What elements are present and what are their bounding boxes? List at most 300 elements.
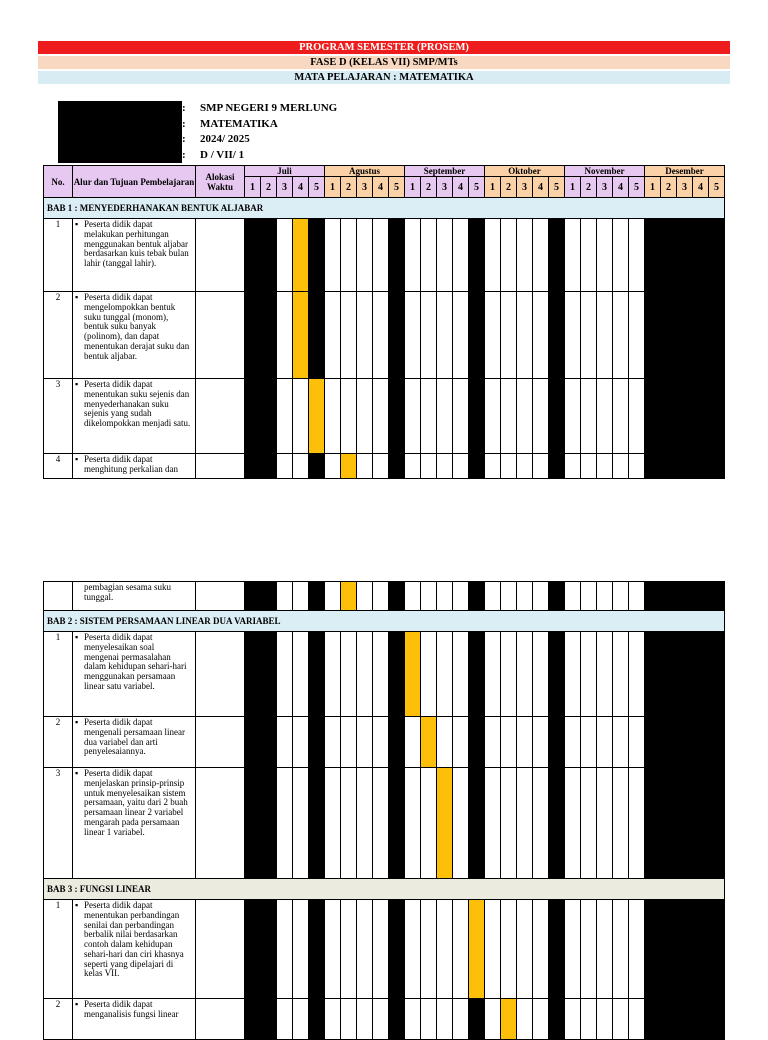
week-cell	[629, 379, 645, 454]
week-cell	[597, 632, 613, 717]
week-cell	[373, 768, 389, 879]
blocked-week-cell	[693, 292, 709, 379]
info-value: D / VII/ 1	[200, 148, 245, 161]
blocked-week-cell	[549, 582, 565, 611]
blocked-week-cell	[389, 379, 405, 454]
row-number	[44, 582, 73, 611]
bullet-icon: ▪	[75, 900, 79, 910]
week-cell	[453, 379, 469, 454]
week-cell	[357, 632, 373, 717]
week-cell	[437, 379, 453, 454]
week-cell	[485, 900, 501, 999]
learning-objective	[73, 379, 196, 454]
objective-text: Peserta didik dapat mengenali persamaan linear dua variabel dan arti penyelesaiannya.	[84, 717, 185, 757]
scheduled-week-cell	[405, 632, 421, 717]
blocked-week-cell	[469, 717, 485, 768]
blocked-week-cell	[549, 717, 565, 768]
blocked-week-cell	[469, 219, 485, 292]
week-cell	[613, 768, 629, 879]
week-number: 2	[501, 177, 517, 198]
blocked-week-cell	[549, 292, 565, 379]
learning-objective	[73, 454, 196, 479]
week-cell	[581, 632, 597, 717]
week-cell	[277, 292, 293, 379]
chapter-row	[44, 611, 725, 632]
row-number: 3	[44, 379, 73, 454]
week-cell	[421, 454, 437, 479]
week-cell	[453, 900, 469, 999]
week-cell	[517, 219, 533, 292]
info-label: Fase/Kelas/Semester	[58, 148, 182, 164]
week-cell	[437, 900, 453, 999]
week-cell	[453, 292, 469, 379]
week-cell	[325, 717, 341, 768]
week-cell	[437, 999, 453, 1040]
learning-objective	[73, 999, 196, 1040]
week-number: 1	[325, 177, 341, 198]
alokasi-waktu-cell	[196, 379, 245, 454]
table-row	[44, 292, 725, 379]
alokasi-waktu-cell	[196, 768, 245, 879]
week-cell	[629, 632, 645, 717]
week-cell	[565, 219, 581, 292]
week-number: 2	[421, 177, 437, 198]
week-cell	[517, 632, 533, 717]
week-cell	[277, 768, 293, 879]
week-cell	[485, 999, 501, 1040]
week-cell	[597, 454, 613, 479]
week-cell	[581, 219, 597, 292]
blocked-week-cell	[245, 219, 261, 292]
week-cell	[533, 582, 549, 611]
week-cell	[517, 768, 533, 879]
week-cell	[277, 632, 293, 717]
week-cell	[277, 900, 293, 999]
week-cell	[501, 292, 517, 379]
blocked-week-cell	[309, 632, 325, 717]
week-cell	[405, 454, 421, 479]
week-cell	[453, 768, 469, 879]
week-cell	[437, 582, 453, 611]
info-colon: :	[182, 117, 186, 130]
blocked-week-cell	[245, 717, 261, 768]
week-cell	[629, 900, 645, 999]
week-cell	[597, 582, 613, 611]
week-cell	[277, 454, 293, 479]
week-cell	[325, 900, 341, 999]
week-cell	[405, 582, 421, 611]
blocked-week-cell	[469, 292, 485, 379]
week-cell	[533, 454, 549, 479]
week-cell	[581, 582, 597, 611]
blocked-week-cell	[245, 632, 261, 717]
week-cell	[533, 999, 549, 1040]
week-cell	[277, 999, 293, 1040]
week-cell	[325, 454, 341, 479]
week-cell	[565, 999, 581, 1040]
info-value: SMP NEGERI 9 MERLUNG	[200, 102, 338, 114]
month-header: Desember	[645, 166, 725, 177]
blocked-week-cell	[309, 999, 325, 1040]
week-cell	[357, 999, 373, 1040]
blocked-week-cell	[677, 632, 693, 717]
week-number: 3	[677, 177, 693, 198]
week-cell	[341, 768, 357, 879]
blocked-week-cell	[677, 292, 693, 379]
week-cell	[437, 632, 453, 717]
blocked-week-cell	[309, 717, 325, 768]
table-row	[44, 379, 725, 454]
row-number: 1	[44, 632, 73, 717]
week-cell	[373, 900, 389, 999]
blocked-week-cell	[309, 454, 325, 479]
objective-text: Peserta didik dapat menentukan perbandingan senilai dan perbandingan berbalik nilai berdasarkan contoh dalam kehidupan sehari-hari dan ciri khasnya seperti yang dipelajari di kelas VII.	[84, 900, 184, 979]
bullet-icon: ▪	[75, 292, 79, 302]
week-cell	[277, 219, 293, 292]
week-cell	[501, 454, 517, 479]
week-number: 2	[341, 177, 357, 198]
week-number: 5	[469, 177, 485, 198]
week-cell	[597, 379, 613, 454]
week-cell	[373, 292, 389, 379]
week-cell	[437, 219, 453, 292]
learning-objective	[73, 292, 196, 379]
week-cell	[453, 582, 469, 611]
week-cell	[357, 379, 373, 454]
table-row	[44, 219, 725, 292]
objective-text: Peserta didik dapat melakukan perhitungan menggunakan bentuk aljabar berdasarkan kuis tebak bulan lahir (tanggal lahir).	[84, 219, 189, 268]
blocked-week-cell	[261, 582, 277, 611]
week-cell	[293, 632, 309, 717]
info-row	[58, 117, 337, 133]
week-cell	[517, 582, 533, 611]
week-cell	[501, 900, 517, 999]
week-cell	[325, 292, 341, 379]
chapter-title: BAB 1 : MENYEDERHANAKAN BENTUK ALJABAR	[44, 198, 725, 219]
week-cell	[501, 632, 517, 717]
week-cell	[533, 292, 549, 379]
week-cell	[613, 999, 629, 1040]
week-cell	[357, 717, 373, 768]
week-cell	[341, 292, 357, 379]
week-cell	[357, 292, 373, 379]
week-cell	[565, 379, 581, 454]
week-number: 3	[357, 177, 373, 198]
chapter-row	[44, 198, 725, 219]
scheduled-week-cell	[309, 379, 325, 454]
blocked-week-cell	[261, 768, 277, 879]
blocked-week-cell	[677, 900, 693, 999]
table-row	[44, 999, 725, 1040]
blocked-week-cell	[709, 454, 725, 479]
blocked-week-cell	[261, 632, 277, 717]
week-cell	[533, 219, 549, 292]
objective-text: Peserta didik dapat menganalisis fungsi linear	[84, 999, 179, 1019]
week-cell	[517, 379, 533, 454]
learning-objective	[73, 632, 196, 717]
week-cell	[533, 632, 549, 717]
blocked-week-cell	[309, 292, 325, 379]
table-row-continued	[44, 582, 725, 611]
week-cell	[357, 900, 373, 999]
week-cell	[453, 717, 469, 768]
blocked-week-cell	[677, 717, 693, 768]
week-cell	[517, 717, 533, 768]
week-cell	[325, 632, 341, 717]
month-header: Juli	[245, 166, 325, 177]
week-cell	[597, 768, 613, 879]
info-label: Mata Pelajaran	[58, 117, 182, 133]
blocked-week-cell	[549, 379, 565, 454]
blocked-week-cell	[693, 717, 709, 768]
week-cell	[341, 717, 357, 768]
week-cell	[485, 768, 501, 879]
week-cell	[341, 999, 357, 1040]
week-cell	[565, 292, 581, 379]
week-number: 4	[613, 177, 629, 198]
week-number: 5	[309, 177, 325, 198]
blocked-week-cell	[645, 900, 661, 999]
school-info	[58, 101, 337, 163]
table-row	[44, 900, 725, 999]
blocked-week-cell	[261, 292, 277, 379]
blocked-week-cell	[549, 900, 565, 999]
blocked-week-cell	[661, 582, 677, 611]
blocked-week-cell	[693, 379, 709, 454]
week-cell	[629, 768, 645, 879]
blocked-week-cell	[693, 632, 709, 717]
blocked-week-cell	[389, 900, 405, 999]
week-cell	[293, 900, 309, 999]
blocked-week-cell	[645, 219, 661, 292]
week-cell	[325, 582, 341, 611]
week-cell	[629, 582, 645, 611]
week-number: 4	[693, 177, 709, 198]
week-cell	[501, 379, 517, 454]
week-cell	[485, 717, 501, 768]
blocked-week-cell	[645, 717, 661, 768]
blocked-week-cell	[261, 900, 277, 999]
alokasi-waktu-cell	[196, 900, 245, 999]
blocked-week-cell	[645, 999, 661, 1040]
scheduled-week-cell	[341, 454, 357, 479]
week-cell	[293, 768, 309, 879]
alokasi-waktu-cell	[196, 717, 245, 768]
week-cell	[629, 292, 645, 379]
week-cell	[629, 717, 645, 768]
chapter-title: BAB 2 : SISTEM PERSAMAAN LINEAR DUA VARIABEL	[44, 611, 725, 632]
info-colon: :	[182, 102, 186, 114]
blocked-week-cell	[677, 379, 693, 454]
week-cell	[565, 717, 581, 768]
week-cell	[373, 999, 389, 1040]
week-cell	[597, 900, 613, 999]
week-cell	[293, 582, 309, 611]
blocked-week-cell	[693, 582, 709, 611]
blocked-week-cell	[677, 582, 693, 611]
title-fase: FASE D (KELAS VII) SMP/MTs	[38, 56, 730, 69]
week-cell	[533, 717, 549, 768]
row-number: 2	[44, 717, 73, 768]
schedule-table-page-1	[43, 165, 725, 479]
blocked-week-cell	[549, 768, 565, 879]
week-cell	[421, 900, 437, 999]
week-cell	[613, 219, 629, 292]
blocked-week-cell	[693, 900, 709, 999]
blocked-week-cell	[693, 768, 709, 879]
week-cell	[421, 292, 437, 379]
week-cell	[517, 454, 533, 479]
week-number: 1	[565, 177, 581, 198]
blocked-week-cell	[661, 379, 677, 454]
info-colon: :	[182, 148, 186, 161]
week-cell	[581, 999, 597, 1040]
week-number: 4	[453, 177, 469, 198]
blocked-week-cell	[309, 582, 325, 611]
info-label: Tahun Pelajaran	[58, 132, 182, 148]
week-cell	[293, 454, 309, 479]
week-cell	[373, 454, 389, 479]
bullet-icon: ▪	[75, 454, 79, 464]
week-cell	[325, 999, 341, 1040]
blocked-week-cell	[693, 454, 709, 479]
week-cell	[293, 379, 309, 454]
week-cell	[485, 632, 501, 717]
blocked-week-cell	[661, 454, 677, 479]
info-value: 2024/ 2025	[200, 133, 250, 145]
blocked-week-cell	[245, 379, 261, 454]
blocked-week-cell	[245, 999, 261, 1040]
week-cell	[437, 292, 453, 379]
week-number: 2	[261, 177, 277, 198]
blocked-week-cell	[677, 219, 693, 292]
schedule-table-page-2	[43, 581, 725, 1040]
week-cell	[533, 900, 549, 999]
blocked-week-cell	[389, 768, 405, 879]
week-cell	[613, 632, 629, 717]
week-cell	[421, 582, 437, 611]
week-number: 5	[709, 177, 725, 198]
blocked-week-cell	[389, 454, 405, 479]
blocked-week-cell	[709, 768, 725, 879]
week-cell	[581, 768, 597, 879]
blocked-week-cell	[645, 768, 661, 879]
row-number: 2	[44, 999, 73, 1040]
week-cell	[421, 219, 437, 292]
week-cell	[565, 454, 581, 479]
week-cell	[533, 768, 549, 879]
week-number: 3	[277, 177, 293, 198]
week-number: 1	[245, 177, 261, 198]
blocked-week-cell	[693, 999, 709, 1040]
blocked-week-cell	[469, 582, 485, 611]
week-cell	[613, 379, 629, 454]
blocked-week-cell	[549, 632, 565, 717]
week-cell	[597, 717, 613, 768]
header-no: No.	[44, 166, 73, 198]
week-cell	[597, 219, 613, 292]
blocked-week-cell	[549, 999, 565, 1040]
week-cell	[613, 900, 629, 999]
week-cell	[581, 454, 597, 479]
blocked-week-cell	[677, 999, 693, 1040]
info-label: Satuan Pendidikan	[58, 101, 182, 117]
week-cell	[373, 632, 389, 717]
title-mata-pelajaran: MATA PELAJARAN : MATEMATIKA	[38, 71, 730, 84]
info-colon: :	[182, 133, 186, 145]
week-cell	[277, 379, 293, 454]
week-number: 5	[549, 177, 565, 198]
scheduled-week-cell	[437, 768, 453, 879]
week-cell	[581, 379, 597, 454]
blocked-week-cell	[645, 632, 661, 717]
header-tujuan-pembelajaran: Alur dan Tujuan Pembelajaran	[73, 166, 196, 198]
week-cell	[485, 219, 501, 292]
week-number: 3	[437, 177, 453, 198]
table-row	[44, 632, 725, 717]
alokasi-waktu-cell	[196, 219, 245, 292]
week-cell	[453, 999, 469, 1040]
week-cell	[373, 379, 389, 454]
blocked-week-cell	[389, 717, 405, 768]
row-number: 4	[44, 454, 73, 479]
week-number: 4	[293, 177, 309, 198]
blocked-week-cell	[645, 454, 661, 479]
week-cell	[565, 632, 581, 717]
header-alokasi-waktu: Alokasi Waktu	[196, 166, 245, 198]
chapter-row	[44, 879, 725, 900]
objective-text: Peserta didik dapat mengelompokkan bentuk suku tunggal (monom), bentuk suku banyak (polinom), dan dapat menentukan derajat suku dan bentuk aljabar.	[84, 292, 190, 361]
blocked-week-cell	[245, 454, 261, 479]
blocked-week-cell	[309, 900, 325, 999]
blocked-week-cell	[661, 900, 677, 999]
blocked-week-cell	[245, 292, 261, 379]
blocked-week-cell	[389, 632, 405, 717]
week-number: 4	[533, 177, 549, 198]
info-row	[58, 101, 337, 117]
week-cell	[597, 999, 613, 1040]
blocked-week-cell	[389, 582, 405, 611]
week-cell	[373, 582, 389, 611]
week-number: 1	[645, 177, 661, 198]
alokasi-waktu-cell	[196, 999, 245, 1040]
blocked-week-cell	[261, 999, 277, 1040]
info-value: MATEMATIKA	[200, 117, 278, 130]
table-row	[44, 717, 725, 768]
blocked-week-cell	[645, 582, 661, 611]
month-header: Agustus	[325, 166, 405, 177]
row-number: 1	[44, 219, 73, 292]
month-header: November	[565, 166, 645, 177]
blocked-week-cell	[549, 454, 565, 479]
blocked-week-cell	[709, 219, 725, 292]
week-cell	[421, 768, 437, 879]
blocked-week-cell	[645, 379, 661, 454]
week-cell	[501, 582, 517, 611]
week-cell	[613, 717, 629, 768]
week-cell	[357, 582, 373, 611]
week-cell	[405, 717, 421, 768]
week-cell	[437, 454, 453, 479]
week-cell	[405, 292, 421, 379]
blocked-week-cell	[693, 219, 709, 292]
blocked-week-cell	[261, 219, 277, 292]
week-number: 1	[405, 177, 421, 198]
blocked-week-cell	[661, 768, 677, 879]
month-header: September	[405, 166, 485, 177]
learning-objective	[73, 219, 196, 292]
blocked-week-cell	[309, 219, 325, 292]
